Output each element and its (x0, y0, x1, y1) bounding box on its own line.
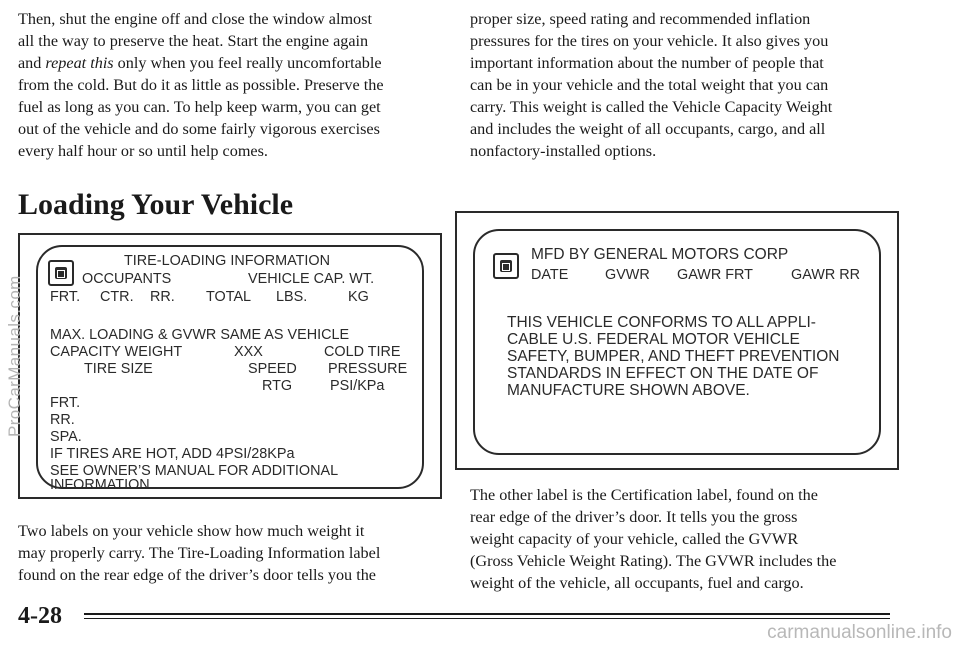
label-lbs: LBS. (276, 289, 308, 305)
text-line: carry. This weight is called the Vehicle Capacity Weight (470, 98, 833, 116)
left-intro-paragraph (18, 8, 438, 162)
text-line (18, 52, 438, 74)
label-rr: RR. (150, 289, 175, 305)
text-line: can be in your vehicle and the total weight that you can (470, 76, 829, 94)
tire-label-frame (18, 233, 442, 499)
label-mfd: MFD BY GENERAL MOTORS CORP (531, 246, 789, 263)
label-conform-line: THIS VEHICLE CONFORMS TO ALL APPLI- (507, 314, 816, 331)
text-line: may properly carry. The Tire-Loading Information label (18, 544, 381, 562)
label-see-manual: SEE OWNER’S MANUAL FOR ADDITIONAL (50, 463, 339, 479)
text-line: all the way to preserve the heat. Start the engine again (18, 32, 369, 50)
label-conform-line: STANDARDS IN EFFECT ON THE DATE OF (507, 365, 819, 382)
label-speed: SPEED (248, 361, 297, 377)
certification-label (473, 229, 881, 455)
label-pressure: PRESSURE (328, 361, 408, 377)
right-intro-paragraph (470, 8, 910, 162)
text-line: Two labels on your vehicle show how much weight it (18, 522, 365, 540)
text-line: proper size, speed rating and recommended inflation (470, 10, 811, 28)
label-gvwr: GVWR (605, 267, 650, 283)
label-occupants: OCCUPANTS (82, 271, 172, 287)
tire-loading-label (36, 245, 424, 493)
text-line: important information about the number of people that (470, 54, 824, 72)
label-xxx: XXX (234, 344, 263, 360)
label-date: DATE (531, 267, 569, 283)
label-max-loading: MAX. LOADING & GVWR SAME AS VEHICLE (50, 327, 350, 343)
site-watermark: carmanualsonline.info (767, 622, 952, 643)
label-kg: KG (348, 289, 369, 305)
text-line: and includes the weight of all occupants, cargo, and all (470, 120, 826, 138)
label-information: INFORMATION (50, 477, 150, 493)
text-line: Then, shut the engine off and close the window almost (18, 10, 372, 28)
text-line: every half hour or so until help comes. (18, 142, 268, 160)
label-cold-tire: COLD TIRE (324, 344, 401, 360)
gm-logo-icon (48, 260, 74, 286)
text-line: nonfactory-installed options. (470, 142, 657, 160)
label-conform-line: SAFETY, BUMPER, AND THEFT PREVENTION (507, 348, 840, 365)
label-hot-note: IF TIRES ARE HOT, ADD 4PSI/28KPa (50, 446, 295, 462)
text-span: only when you feel really uncomfortable (113, 54, 382, 72)
label-total: TOTAL (206, 289, 252, 305)
text-line: weight capacity of your vehicle, called the GVWR (470, 530, 799, 548)
label-conform-line: CABLE U.S. FEDERAL MOTOR VEHICLE (507, 331, 800, 348)
emphasis-text: repeat this (45, 54, 114, 72)
label-tire-size: TIRE SIZE (84, 361, 153, 377)
gm-logo-icon (493, 253, 519, 279)
text-line: fuel as long as you can. To help keep warm, you can get (18, 98, 381, 116)
left-outro-paragraph (18, 520, 438, 586)
text-line: The other label is the Certification label, found on the (470, 486, 818, 504)
cert-label-frame (455, 211, 899, 470)
label-row-spa: SPA. (50, 429, 82, 445)
label-vehicle-cap: VEHICLE CAP. WT. (248, 271, 375, 287)
footer-rule (84, 613, 890, 615)
text-line: out of the vehicle and do some fairly vigorous exercises (18, 120, 380, 138)
page-number: 4-28 (18, 603, 62, 629)
label-row-rr: RR. (50, 412, 75, 428)
section-heading: Loading Your Vehicle (18, 188, 294, 221)
watermark-text: ProCarManuals.com (5, 275, 24, 437)
label-title: TIRE-LOADING INFORMATION (124, 253, 331, 269)
label-rtg: RTG (262, 378, 293, 394)
footer-rule (84, 618, 890, 619)
text-line: rear edge of the driver’s door. It tells you the gross (470, 508, 798, 526)
label-psi: PSI/KPa (330, 378, 385, 394)
label-ctr: CTR. (100, 289, 134, 305)
text-line: (Gross Vehicle Weight Rating). The GVWR includes the (470, 552, 837, 570)
text-line: pressures for the tires on your vehicle. It also gives you (470, 32, 829, 50)
text-line: found on the rear edge of the driver’s door tells you the (18, 566, 376, 584)
label-gawr-rr: GAWR RR (791, 267, 861, 283)
label-gawr-frt: GAWR FRT (677, 267, 753, 283)
text-line: weight of the vehicle, all occupants, fuel and cargo. (470, 574, 804, 592)
text-span: and (18, 54, 46, 72)
label-conform-line: MANUFACTURE SHOWN ABOVE. (507, 382, 750, 399)
label-row-frt: FRT. (50, 395, 81, 411)
label-frt: FRT. (50, 289, 81, 305)
right-outro-paragraph (470, 484, 910, 594)
text-line: from the cold. But do it as little as possible. Preserve the (18, 76, 384, 94)
label-capacity-weight: CAPACITY WEIGHT (50, 344, 183, 360)
